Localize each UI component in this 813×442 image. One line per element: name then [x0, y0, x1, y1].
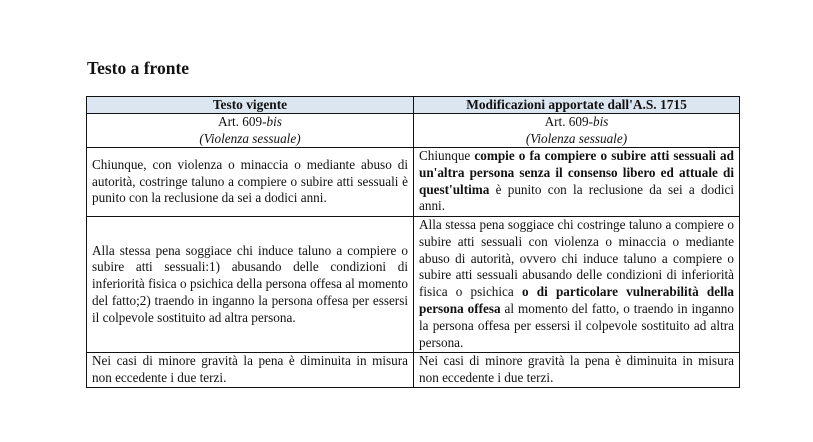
section-title: Testo a fronte: [87, 58, 190, 78]
table-row: [87, 217, 740, 353]
article-suffix: bis: [592, 114, 609, 129]
cell-current-paragraph-3: Nei casi di minore gravità la pena è diminuita in misura non eccedente i due terzi.: [87, 353, 414, 388]
plain-text: al momento del fatto, o traendo in inganno la persona offesa per essersi il colpevole sostituito ad altra persona.: [419, 300, 734, 350]
article-number: Art. 609-: [544, 114, 593, 129]
table-row-article: [87, 114, 740, 148]
plain-text: è punito con la reclusione da sei a dodici anni.: [419, 181, 734, 214]
article-heading-left: [87, 114, 414, 148]
cell-amended-paragraph-1: [414, 148, 740, 217]
article-number: Art. 609-: [218, 114, 267, 129]
article-heading-right: [414, 114, 740, 148]
plain-text: Alla stessa pena soggiace chi costringe taluno a compiere o subire atti sessuali con violenza o minaccia o mediante abuso di autorità, ovvero chi induce taluno a compiere o subire atti sessuali abusando delle condizioni di inferiorità fisica o psichica: [419, 217, 734, 300]
cell-amended-paragraph-3: Nei casi di minore gravità la pena è diminuita in misura non eccedente i due terzi.: [414, 353, 740, 388]
amended-text-bold: compie o fa compiere o subire atti sessuali ad un'altra persona senza il consenso libero ed attuale di quest'ultima: [419, 148, 734, 197]
header-amendments: Modificazioni apportate dall'A.S. 1715: [414, 97, 740, 114]
article-subtitle: (Violenza sessuale): [525, 130, 628, 146]
plain-text: Chiunque: [419, 148, 475, 163]
article-subtitle: (Violenza sessuale): [199, 130, 301, 146]
header-current-text: Testo vigente: [87, 97, 414, 114]
article-suffix: bis: [266, 114, 282, 129]
table-row: [87, 353, 740, 388]
cell-current-paragraph-1: Chiunque, con violenza o minaccia o mediante abuso di autorità, costringe taluno a compiere o subire atti sessuali è punito con la reclusione da sei a dodici anni.: [87, 148, 414, 217]
table-row: [87, 148, 740, 217]
cell-current-paragraph-2: Alla stessa pena soggiace chi induce taluno a compiere o subire atti sessuali:1) abusando delle condizioni di inferiorità fisica o psichica della persona offesa al momento del fatto;2) traendo in inganno la persona offesa per essersi il colpevole sostituito ad altra persona.: [87, 217, 414, 353]
cell-amended-paragraph-2: [414, 217, 740, 353]
comparison-table: [86, 96, 740, 388]
table-header-row: [87, 97, 740, 114]
amended-text-bold: o di particolare vulnerabilità della persona offesa: [419, 284, 735, 316]
